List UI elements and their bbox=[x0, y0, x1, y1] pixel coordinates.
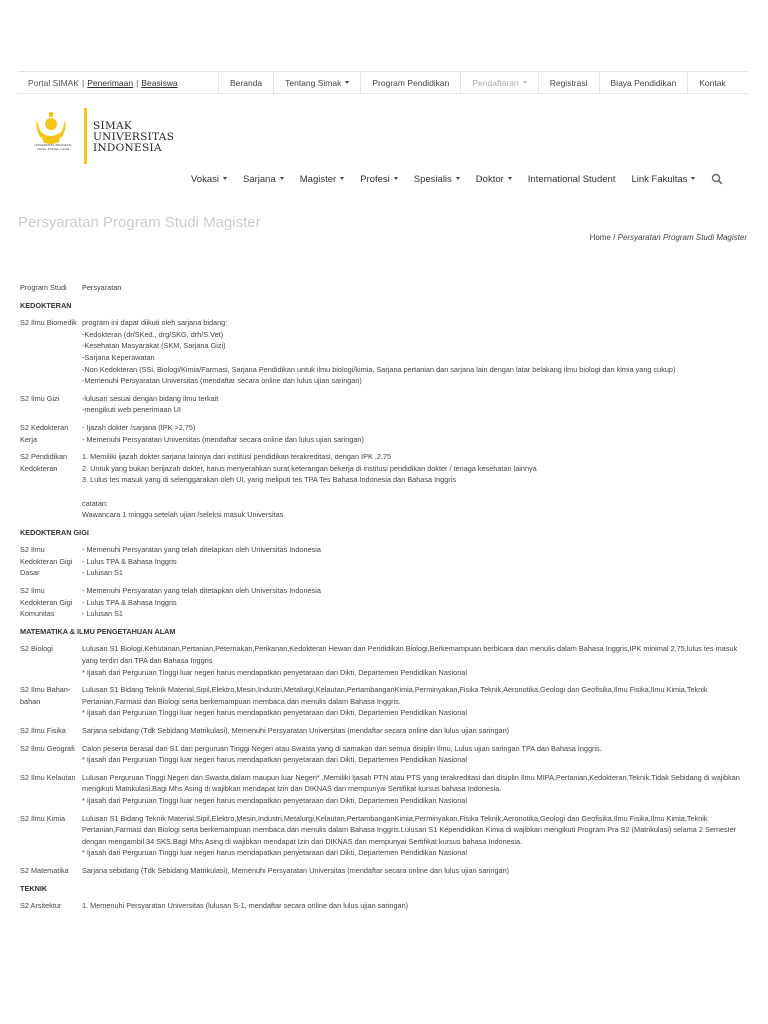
nav-doktor[interactable] bbox=[468, 174, 520, 185]
requirement-line: Lulusan S1 Bidang Teknik Material,Sipil,Elektro,Mesin,Industri,Metalurgi,Kelautan,PertambanganKimia,Perminyakan,Fisika Teknik,Aeronotika,Geologi dan Geofisika,Ilmu Fisika,Ilmu Kimia,Teknik Pertanian,Farmasi dan Biologi serta berkemampuan membaca dan menulis dalam Bahasa Inggris. bbox=[82, 685, 708, 706]
requirement-line: Wawancara 1 minggu setelah ujian /seleksi masuk Universitas bbox=[82, 510, 284, 520]
requirements-cell bbox=[82, 743, 748, 766]
requirement-line: 2. Untuk yang bukan berijazah dokter, harus menyerahkan surat keterangan bekerja di institusi pendidikan dokter / tenaga kesehatan lainnya bbox=[82, 463, 537, 473]
requirements-table bbox=[20, 282, 748, 912]
requirement-line: - Lulus TPA & Bahasa Inggris bbox=[82, 597, 177, 607]
nav-vokasi[interactable] bbox=[183, 174, 235, 185]
section-heading: TEKNIK bbox=[20, 883, 48, 893]
main-nav bbox=[183, 170, 723, 188]
requirements-cell bbox=[82, 865, 748, 877]
table-row bbox=[20, 684, 748, 719]
requirement-line: - Memenuhi Persyaratan Universitas (mendaftar secara online dan lulus ujian saringan) bbox=[82, 434, 364, 444]
requirement-line: - Lulusan S1 bbox=[82, 609, 123, 619]
nav-label: Magister bbox=[299, 173, 337, 185]
top-nav bbox=[218, 72, 737, 93]
requirement-line: - Lulusan S1 bbox=[82, 568, 123, 578]
program-name: S2 Ilmu Kimia bbox=[20, 813, 66, 823]
requirement-line: Lulusan S1 Biologi,Kehutanan,Pertanian,Peternakan,Perikanan,Kedokteran Hewan dan Pendidikan Biologi,Berkemampuan berbicara dan menulis dalam Bahasa Inggris,IPK minimal 2,75,lulus tes masuk yang terdiri dari TPA dan Bahasa Inggris bbox=[82, 644, 738, 666]
nav-label: Spesialis bbox=[413, 173, 452, 185]
requirement-line: -lulusan sesuai dengan bidang ilmu terkait bbox=[82, 393, 219, 403]
section-heading: KEDOKTERAN bbox=[20, 300, 72, 310]
requirements-cell bbox=[82, 585, 748, 620]
requirement-line: -Sarjana Keperawatan bbox=[82, 352, 155, 362]
topnav-program-pendidikan[interactable] bbox=[360, 72, 460, 93]
section-heading: KEDOKTERAN GIGI bbox=[20, 527, 89, 537]
nav-international-student[interactable] bbox=[520, 174, 624, 185]
requirement-line: 3. Lulus tes masuk yang di selenggarakan oleh UI, yang meliputi tes TPA Tes Bahasa Indonesia dan Bahasa Inggris bbox=[82, 475, 456, 485]
program-name: S2 Ilmu Fisika bbox=[20, 726, 66, 735]
program-name: S2 Ilmu Gizi bbox=[20, 393, 60, 403]
requirements-cell bbox=[82, 900, 748, 912]
nav-link-fakultas[interactable] bbox=[623, 174, 703, 185]
header-persyaratan: Persyaratan bbox=[82, 283, 122, 292]
requirements-cell bbox=[82, 451, 748, 521]
portal-label: Portal SIMAK bbox=[28, 77, 80, 88]
table-row bbox=[20, 585, 748, 620]
logo-line: SIMAK bbox=[93, 120, 133, 132]
nav-label: International Student bbox=[527, 173, 616, 185]
requirement-line bbox=[82, 486, 748, 498]
page-title: Persyaratan Program Studi Magister bbox=[18, 214, 261, 231]
program-name: S2 Biologi bbox=[20, 644, 53, 654]
requirements-cell bbox=[82, 813, 748, 859]
topnav-label: Beranda bbox=[230, 77, 263, 88]
site-logo[interactable] bbox=[33, 106, 183, 166]
requirement-line: * Ijasah dari Perguruan Tinggi luar negeri harus mendapatkan penyetaraan dari Dikti, Departemen Pendidikan Nasional bbox=[82, 755, 467, 765]
requirement-line: - Lulus TPA & Bahasa Inggris bbox=[82, 556, 177, 566]
table-row bbox=[20, 317, 748, 387]
caret-down-icon bbox=[223, 177, 227, 180]
emblem-caption: UNIVERSITAS INDONESIA Veritas, Probitas, Iustitia bbox=[34, 143, 72, 151]
requirement-line: * Ijasah dari Perguruan Tinggi luar negeri harus mendapatkan penyetaraan dari Dikti, Departemen Pendidikan Nasional bbox=[82, 708, 467, 718]
topnav-label: Pendaftaran bbox=[472, 77, 519, 88]
requirement-line: * Ijasah dari Perguruan Tinggi luar negeri harus mendapatkan penyetaraan dari Dikti, Departemen Pendidikan Nasional bbox=[82, 848, 467, 858]
topnav-label: Program Pendidikan bbox=[372, 77, 450, 88]
requirements-cell bbox=[82, 422, 748, 445]
section-heading: MATEMATIKA & ILMU PENGETAHUAN ALAM bbox=[20, 626, 176, 636]
topnav-biaya-pendidikan[interactable] bbox=[599, 72, 688, 93]
program-name: S2 Matematika bbox=[20, 865, 69, 875]
program-name: S2 Pendidikan Kedokteran bbox=[20, 452, 68, 473]
requirement-line: -mengikuti web penerimaan UI bbox=[82, 405, 181, 415]
topnav-pendaftaran[interactable] bbox=[460, 72, 537, 93]
portal-links bbox=[18, 78, 218, 88]
table-body bbox=[20, 294, 748, 912]
table-header bbox=[20, 282, 748, 294]
nav-label: Link Fakultas bbox=[631, 173, 688, 185]
program-name: S2 Ilmu Geografi bbox=[20, 743, 75, 753]
caret-down-icon bbox=[345, 81, 349, 84]
requirements-cell bbox=[82, 544, 748, 579]
requirements-cell bbox=[82, 725, 748, 737]
requirement-line: Sarjana sebidang (Tdk Sebidang Matrikulasi), Memenuhi Persyaratan Universitas (mendaftar secara online dan lulus ujian saringan) bbox=[82, 865, 510, 875]
caret-down-icon bbox=[280, 177, 284, 180]
table-row bbox=[20, 865, 748, 877]
logo-line: INDONESIA bbox=[93, 142, 162, 154]
logo-wordmark bbox=[93, 121, 174, 154]
table-row bbox=[20, 393, 748, 416]
program-name: S2 Ilmu Kedokteran Gigi Komunitas bbox=[20, 586, 73, 619]
caret-down-icon bbox=[691, 177, 695, 180]
requirement-line: -Kedokteran (dr/SKed., drg/SKG, drh/S.Vet) bbox=[82, 329, 224, 339]
requirement-line: * Ijasah dari Perguruan Tinggi luar negeri harus mendapatkan penyetaraan dari Dikti, Departemen Pendidikan Nasional bbox=[82, 795, 467, 805]
breadcrumb-home[interactable]: Home bbox=[589, 233, 611, 242]
requirement-line: -Non Kedokteran (SSi, Biologi/Kimia/Farmasi, Sarjana Pendidikan untuk ilmu biologi/kimia, Sarjana pertanian dan sarjana lain dengan latar belakang ilmu biologi dan kimia yang cukup) bbox=[82, 364, 676, 374]
caret-down-icon bbox=[340, 177, 344, 180]
table-row bbox=[20, 451, 748, 521]
requirements-cell bbox=[82, 393, 748, 416]
header-program-studi: Program Studi bbox=[20, 283, 67, 292]
requirement-line: * Ijasah dari Perguruan Tinggi luar negeri harus mendapatkan penyetaraan dari Dikti, Departemen Pendidikan Nasional bbox=[82, 667, 467, 677]
requirements-cell bbox=[82, 317, 748, 387]
caret-down-icon bbox=[394, 177, 398, 180]
separator: | bbox=[136, 77, 139, 88]
breadcrumb-current: Persyaratan Program Studi Magister bbox=[617, 233, 747, 242]
requirement-line: Lulusan S1 Bidang Teknik Material,Sipil,Elektro,Mesin,Industri,Metalurgi,Kelautan,PertambanganKimia,Perminyakan,Fisika Teknik,Aeronotika,Geologi dan Geofisika,Ilmu Fisika,Ilmu Kimia,Teknik Pertanian,Farmasi dan Biologi serta berkemampuan membaca dan menulis dalam Bahasa Inggris.Lulusan S1 Kependidikan Kimia di wajibkan mengikuti Program Pra S2 (Matrikulasi) selama 2 Semester dengan mengambil 34 SKS.Bagi Mhs Asing di wajibkan mendapat Izin dari DIKNAS dan mempunyai Sertifikat kursus bahasa Indonesia. bbox=[82, 813, 737, 846]
program-name: S2 Ilmu Kedokteran Gigi Dasar bbox=[20, 545, 73, 578]
top-bar bbox=[18, 71, 748, 94]
logo-line: UNIVERSITAS bbox=[93, 131, 175, 143]
requirement-line: -Memenuhi Persyaratan Universitas (mendaftar secara online dan lulus ujian saringan) bbox=[82, 376, 362, 386]
requirement-line: -Kesehatan Masyarakat (SKM, Sarjana Gizi) bbox=[82, 341, 226, 351]
topnav-tentang-simak[interactable] bbox=[273, 72, 360, 93]
nav-label: Vokasi bbox=[191, 173, 219, 185]
topnav-kontak[interactable] bbox=[687, 72, 736, 93]
requirement-line: Sarjana sebidang (Tdk Sebidang Matrikulasi), Memenuhi Persyaratan Universitas (mendaftar secara online dan lulus ujian saringan) bbox=[82, 726, 510, 735]
nav-label: Sarjana bbox=[243, 173, 276, 185]
table-row bbox=[20, 725, 748, 737]
table-row bbox=[20, 813, 748, 859]
requirements-cell bbox=[82, 684, 748, 719]
program-name: S2 Ilmu Kelautan bbox=[20, 772, 76, 782]
requirement-line: - Memenuhi Persyaratan yang telah ditetapkan oleh Universitas Indonesia bbox=[82, 586, 321, 596]
topnav-beranda[interactable] bbox=[218, 72, 273, 93]
topnav-label: Tentang Simak bbox=[285, 77, 342, 88]
nav-label: Profesi bbox=[360, 173, 390, 185]
nav-profesi[interactable] bbox=[352, 174, 406, 185]
caret-down-icon bbox=[508, 177, 512, 180]
table-row bbox=[20, 743, 748, 766]
logo-divider bbox=[84, 108, 87, 164]
nav-sarjana[interactable] bbox=[235, 174, 292, 185]
requirements-cell bbox=[82, 772, 748, 807]
program-name: S2 Kedokteran Kerja bbox=[20, 422, 69, 444]
makara-emblem-icon bbox=[33, 110, 69, 166]
search-icon[interactable] bbox=[711, 173, 723, 185]
nav-magister[interactable] bbox=[292, 174, 352, 185]
beasiswa-link[interactable]: Beasiswa bbox=[141, 77, 178, 88]
topnav-label: Biaya Pendidikan bbox=[610, 77, 677, 88]
requirement-line: catatan: bbox=[82, 498, 108, 508]
nav-label: Doktor bbox=[475, 173, 504, 185]
nav-spesialis[interactable] bbox=[406, 174, 468, 185]
table-row bbox=[20, 900, 748, 912]
breadcrumb bbox=[590, 233, 747, 242]
requirement-line: 1. Memiliki ijazah dokter sarjana lainnya dari institusi pendidikan terakreditasi, dengan IPK ,2,75 bbox=[82, 452, 392, 462]
requirement-line: program ini dapat diikuti oleh sarjana bidang: bbox=[82, 318, 228, 328]
caret-down-icon bbox=[456, 177, 460, 180]
requirement-line: - Memenuhi Persyaratan yang telah ditetapkan oleh Universitas Indonesia bbox=[82, 545, 321, 555]
requirement-line: - Ijazah dokter /sarjana (IPK >2,75) bbox=[82, 422, 196, 432]
caret-down-icon bbox=[523, 81, 527, 84]
requirement-line: 1. Memenuhi Persyaratan Universitas (lulusan S-1, mendaftar secara online dan lulus ujian saringan) bbox=[82, 901, 409, 911]
requirements-cell bbox=[82, 643, 748, 678]
table-row bbox=[20, 422, 748, 445]
program-name: S2 Arsitektur bbox=[20, 901, 62, 911]
requirement-line: Lulusan Perguruan Tinggi Negeri dan Swasta,dalam maupun luar Negeri* ,Memiliki Ijasah PTN atau PTS yang terakreditasi dari disiplin Ilmu MIPA,Pertanian,Kedokteran,Teknik.Tidak Sebidang di wajibkan mengikuti Matrikulasi.Bagi Mhs Asing di wajibkan mendapat Izin dari DIKNAS dan mempunyai Sertifikat kursus bahasa Indonesia. bbox=[82, 772, 740, 794]
table-row bbox=[20, 643, 748, 678]
topnav-registrasi[interactable] bbox=[538, 72, 599, 93]
program-name: S2 Ilmu Biomedik bbox=[20, 318, 77, 328]
penerimaan-link[interactable]: Penerimaan bbox=[87, 77, 134, 88]
requirement-line: Calon peserta berasal dari S1 dari perguruan Tinggi Negeri atau Swasta yang di samakan dari semua disiplin Ilmu, Lulus ujian saringan TPA dan Bahasa Inggris. bbox=[82, 743, 602, 753]
topnav-label: Kontak bbox=[699, 77, 726, 88]
table-row bbox=[20, 544, 748, 579]
program-name: S2 Ilmu Bahan-bahan bbox=[20, 685, 71, 706]
table-row bbox=[20, 772, 748, 807]
breadcrumb-separator: / bbox=[613, 233, 616, 242]
topnav-label: Registrasi bbox=[549, 77, 588, 88]
separator: | bbox=[82, 77, 85, 88]
